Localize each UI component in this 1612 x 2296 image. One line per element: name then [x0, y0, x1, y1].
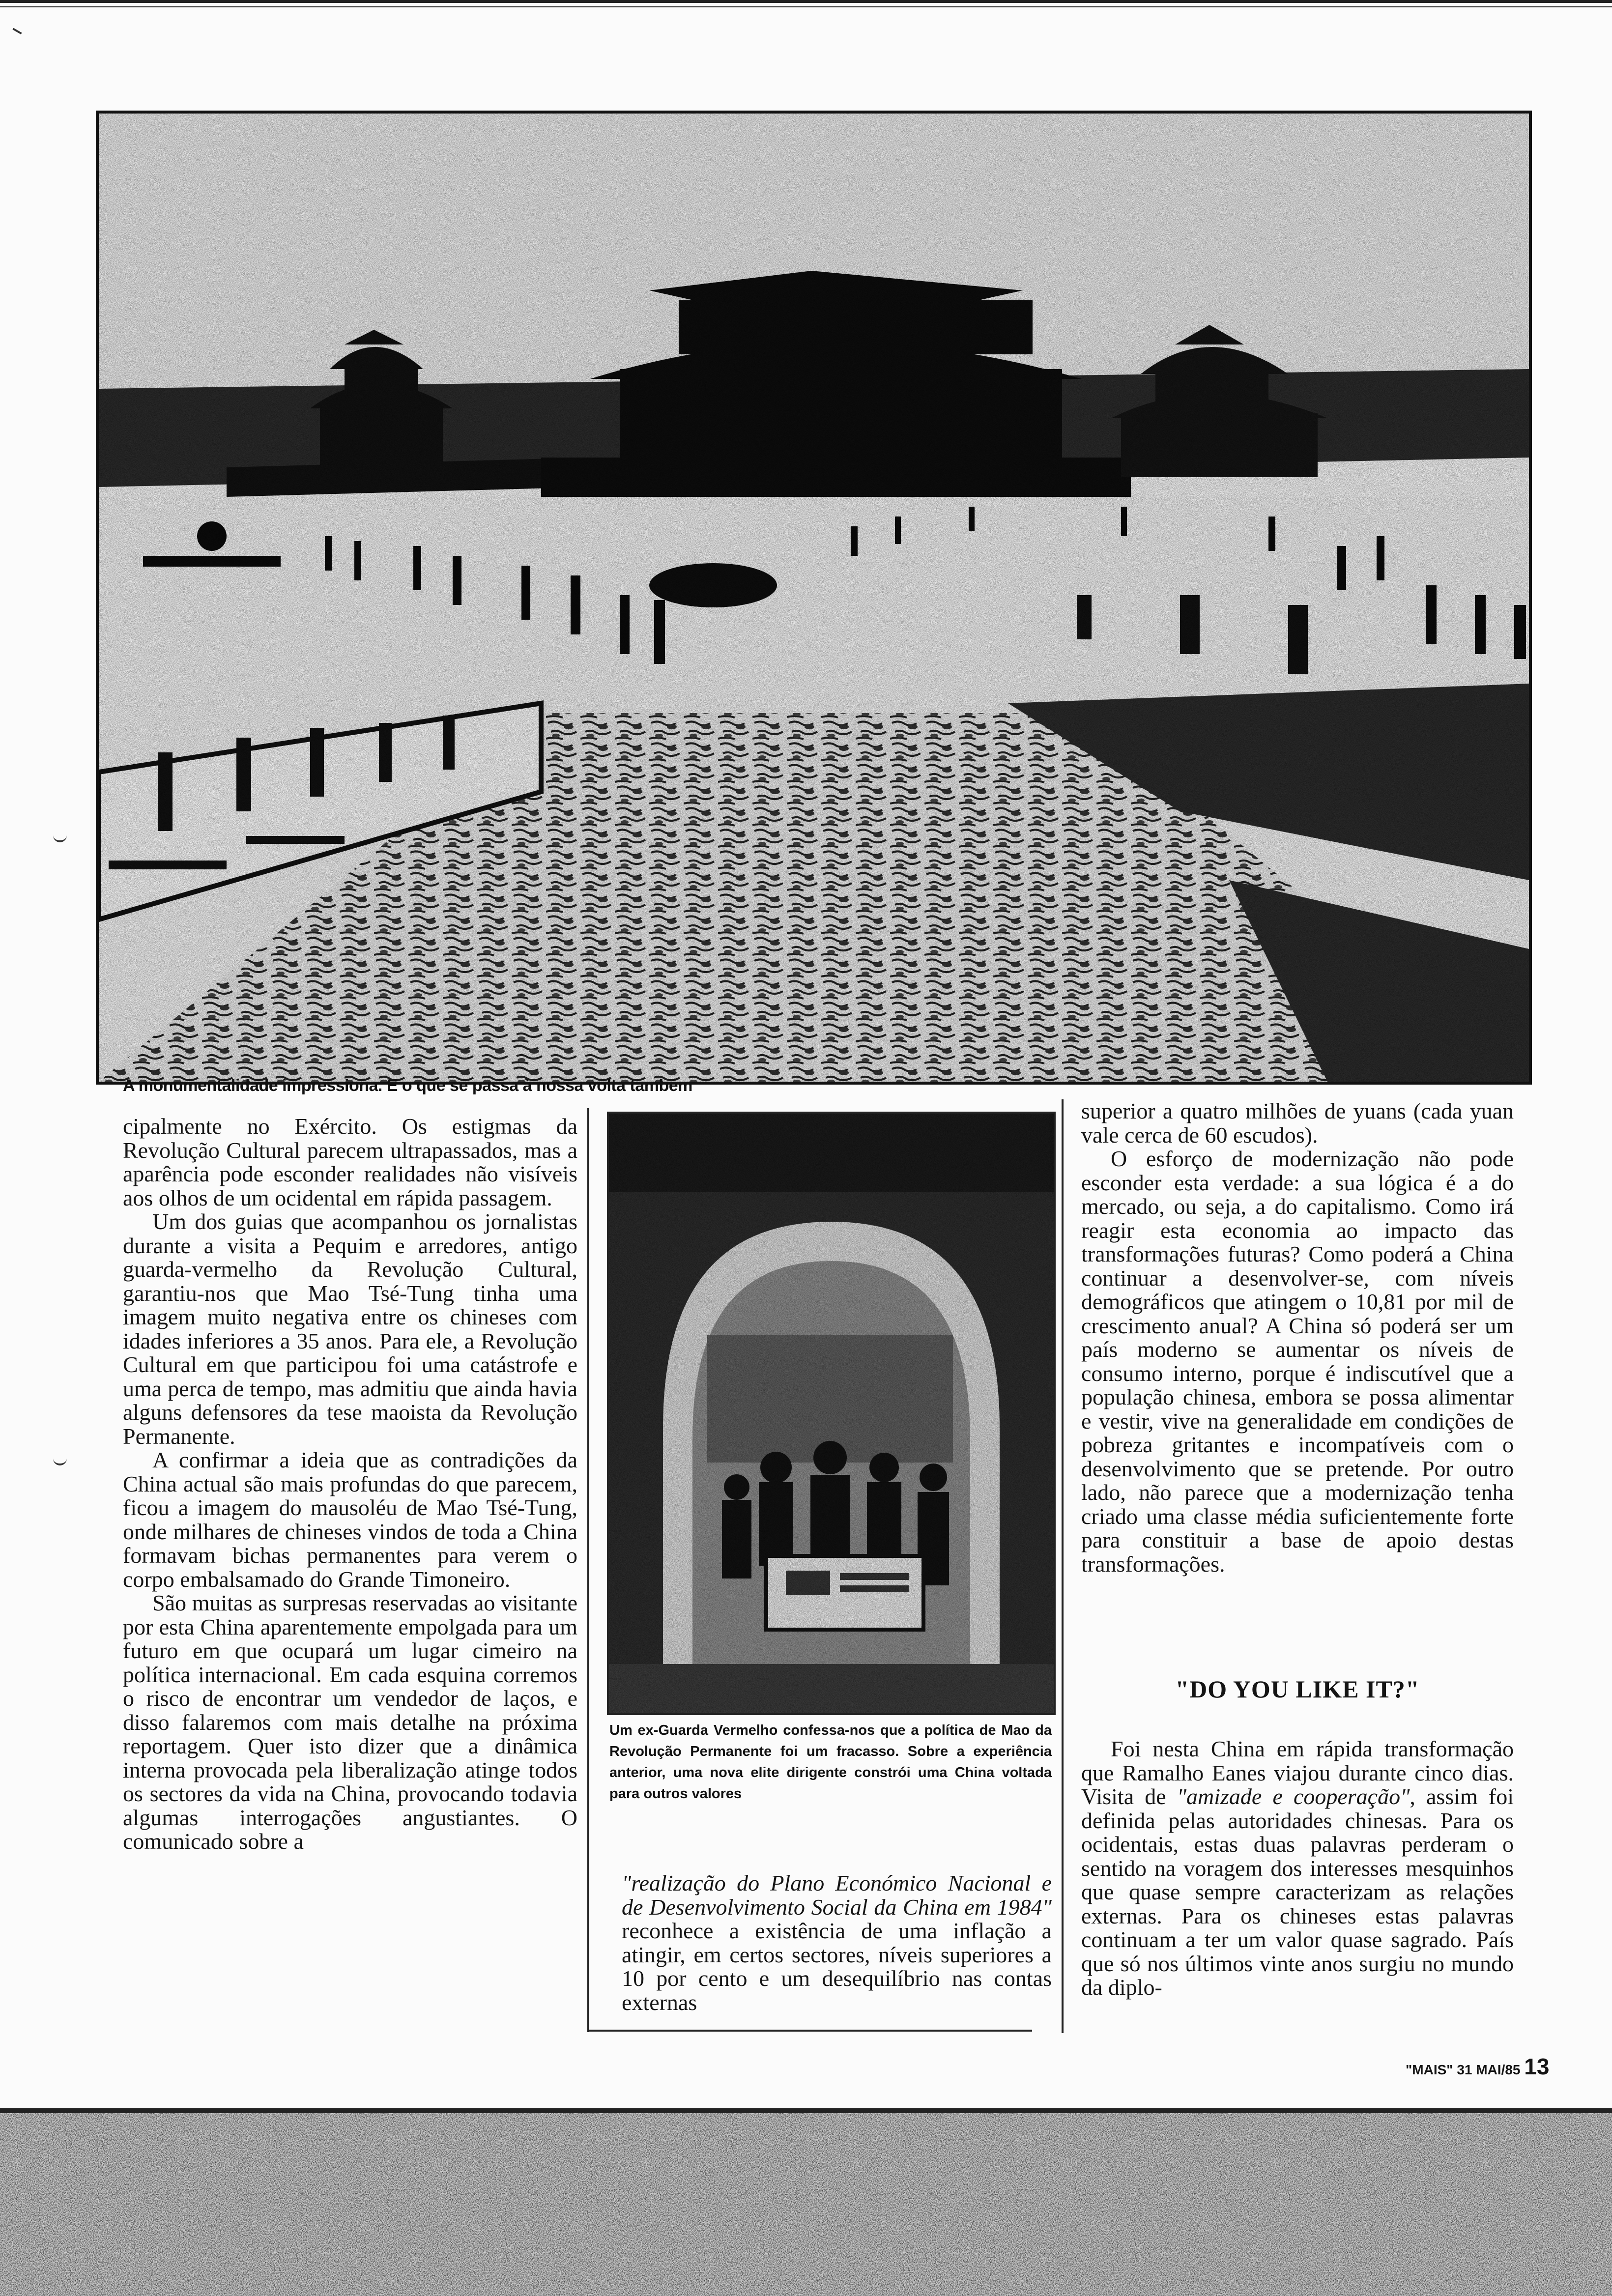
page-number: 13: [1524, 2054, 1550, 2079]
quote-italic: "realização do Plano Económico Nacional e de Desenvolvimento Social da China em 1984": [622, 1870, 1052, 1920]
scan-noise-band: [0, 2108, 1612, 2296]
paragraph: Foi nesta China em rápida transformação que Ramalho Eanes viajou durante cinco dias. Visita de: [1081, 1736, 1514, 1809]
photo-caption-archway: Um ex-Guarda Vermelho confessa-nos que a política de Mao da Revolução Permanente foi um fracasso. Sobre a experiência anterior, uma nova elite dirigente constrói uma China voltada para outros valores: [609, 1722, 1052, 1802]
page-folio: [1406, 2053, 1550, 2083]
top-rule: [0, 0, 1612, 3]
paragraph: , assim foi definida pelas autoridades chinesas. Para os ocidentais, estas duas palavras perderam o sentido na voragem dos interesses mesquinhos que quase sempre caracterizam as relações externas. Para os chineses estas palavras continuam a ter um valor quase sagrado. País que só nos últimos vinte anos surgiu no mundo da diplo-: [1081, 1784, 1514, 2000]
section-heading: "DO YOU LIKE IT?": [1175, 1675, 1420, 1703]
paragraph: A confirmar a ideia que as contradições da China actual são mais profundas do que parecem, ficou a imagem do mausoléu de Mao Tsé-Tung, onde milhares de chineses vindos de toda a China formavam bichas permanentes para verem o corpo embalsamado do Grande Timoneiro.: [123, 1447, 577, 1592]
paragraph: cipalmente no Exército. Os estigmas da Revolução Cultural parecem ultrapassados, mas a aparência pode esconder realidades não visíveis aos olhos de um ocidental em rápida passagem.: [123, 1114, 577, 1210]
column-rule-right: [1062, 1099, 1064, 2033]
article-column-1: [123, 1115, 577, 1854]
photo-archway: [607, 1112, 1056, 1715]
quote-italic: "amizade e cooperação": [1177, 1784, 1410, 1809]
article-column-2: [622, 1871, 1052, 2014]
corner-mark: [7, 28, 22, 43]
top-rule-thin: [0, 6, 1612, 7]
paragraph: São muitas as surpresas reservadas ao visitante por esta China aparentemente empolgada para um futuro em que ocupará um lugar cimeiro na política internacional. Em cada esquina corremos o risco de encontrar um vendedor de laços, e disso falaremos com mais detalhe na próxima reportagem. Quer isto dizer que a dinâmica interna provocada pela liberalização atinge todos os sectores da vida na China, provocando todavia algumas interrogações angustiantes. O comunicado sobre a: [123, 1590, 577, 1854]
paragraph: Um dos guias que acompanhou os jornalistas durante a visita a Pequim e arredores, antigo guarda-vermelho da Revolução Cultural, garantiu-nos que Mao Tsé-Tung tinha uma imagem muito negativa entre os chineses com idades inferiores a 35 anos. Para ele, a Revolução Cultural em que participou foi uma catástrofe e uma perca de tempo, mas admitiu que ainda havia alguns defensores da tese maoista da Revolução Permanente.: [123, 1209, 577, 1449]
bottom-rule: [587, 2030, 1032, 2032]
column-rule-left: [587, 1108, 589, 2032]
article-column-3: [1081, 1099, 1514, 1576]
folio-label: "MAIS" 31 MAI/85: [1406, 2062, 1521, 2077]
photo-caption-main: A monumentalidade impressiona. E o que se passa à nossa volta também: [123, 1076, 692, 1095]
photo-forbidden-city: [96, 111, 1532, 1085]
punch-mark-lower: [53, 1459, 67, 1465]
punch-mark-upper: [53, 835, 67, 842]
paragraph: superior a quatro milhões de yuans (cada yuan vale cerca de 60 escudos).: [1081, 1098, 1514, 1148]
paragraph: O esforço de modernização não pode esconder esta verdade: a sua lógica é a do mercado, ou seja, a do capitalismo. Como irá reagir esta economia ao impacto das transformações futuras? Como poderá a China continuar a desenvolver-se, com níveis demográficos que atingem o 10,81 por mil de crescimento anual? A China só poderá ser um país moderno se aumentar os níveis de consumo interno, porque é indiscutível que a população chinesa, embora se possa alimentar e vestir, vive na generalidade em condições de pobreza gritantes e incompatíveis com o desenvolvimento que se pretende. Por outro lado, não parece que a modernização tenha criado uma classe média suficientemente forte para constituir a base de apoio destas transformações.: [1081, 1146, 1514, 1577]
paragraph: reconhece a existência de uma inflação a atingir, em certos sectores, níveis superiores a 10 por cento e um desequilíbrio nas contas externas: [622, 1918, 1052, 2015]
article-column-3-continued: [1081, 1737, 1514, 2000]
